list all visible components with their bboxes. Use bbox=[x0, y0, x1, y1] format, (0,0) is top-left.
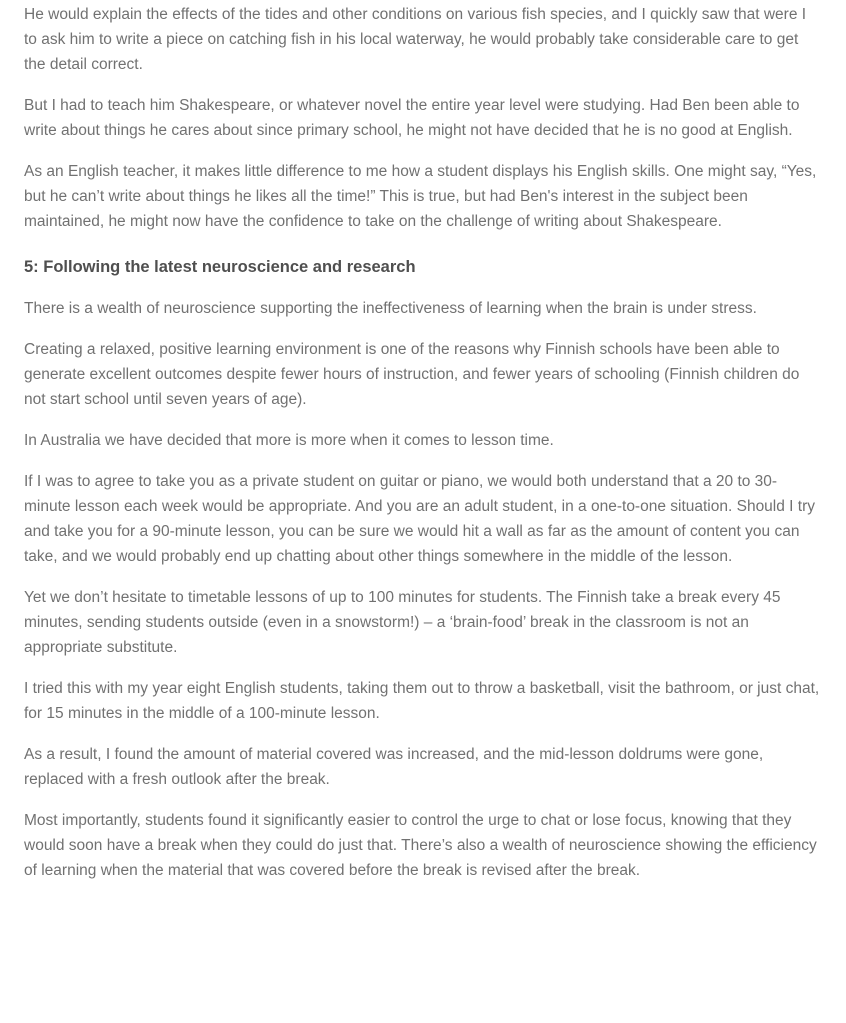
paragraph: Yet we don’t hesitate to timetable lessons of up to 100 minutes for students. The Finnish take a break every 45 minutes, sending students outside (even in a snowstorm!) – a ‘brain-food’ break in the classroom is not an appropriate substitute. bbox=[24, 589, 781, 656]
paragraph: He would explain the effects of the tides and other conditions on various fish species, and I quickly saw that were I to ask him to write a piece on catching fish in his local waterway, he would probably take considerable care to get the detail correct. bbox=[24, 6, 807, 73]
paragraph: Creating a relaxed, positive learning environment is one of the reasons why Finnish schools have been able to generate excellent outcomes despite fewer hours of instruction, and fewer years of schooling (Finnish children do not start school until seven years of age). bbox=[24, 341, 800, 408]
paragraph: In Australia we have decided that more is more when it comes to lesson time. bbox=[24, 432, 554, 449]
paragraph: As a result, I found the amount of material covered was increased, and the mid-lesson doldrums were gone, replaced with a fresh outlook after the break. bbox=[24, 746, 764, 788]
section-heading: 5: Following the latest neuroscience and research bbox=[24, 258, 416, 276]
paragraph: If I was to agree to take you as a private student on guitar or piano, we would both understand that a 20 to 30-minute lesson each week would be appropriate. And you are an adult student, in a one-to-one situation. Should I try and take you for a 90-minute lesson, you can be sure we would hit a wall as far as the amount of content you can take, and we would probably end up chatting about other things somewhere in the middle of the lesson. bbox=[24, 473, 816, 565]
paragraph: Most importantly, students found it significantly easier to control the urge to chat or lose focus, knowing that they would soon have a break when they could do just that. There’s also a wealth of neuroscience showing the efficiency of learning when the material that was covered before the break is revised after the break. bbox=[24, 812, 817, 879]
paragraph: There is a wealth of neuroscience supporting the ineffectiveness of learning when the brain is under stress. bbox=[24, 300, 757, 317]
paragraph: But I had to teach him Shakespeare, or whatever novel the entire year level were studying. Had Ben been able to write about things he cares about since primary school, he might not have decided that he is no good at English. bbox=[24, 97, 800, 139]
paragraph: As an English teacher, it makes little difference to me how a student displays his English skills. One might say, “Yes, but he can’t write about things he likes all the time!” This is true, but had Ben's interest in the subject been maintained, he might now have the confidence to take on the challenge of writing about Shakespeare. bbox=[24, 163, 817, 230]
paragraph: I tried this with my year eight English students, taking them out to throw a basketball, visit the bathroom, or just chat, for 15 minutes in the middle of a 100-minute lesson. bbox=[24, 680, 820, 722]
